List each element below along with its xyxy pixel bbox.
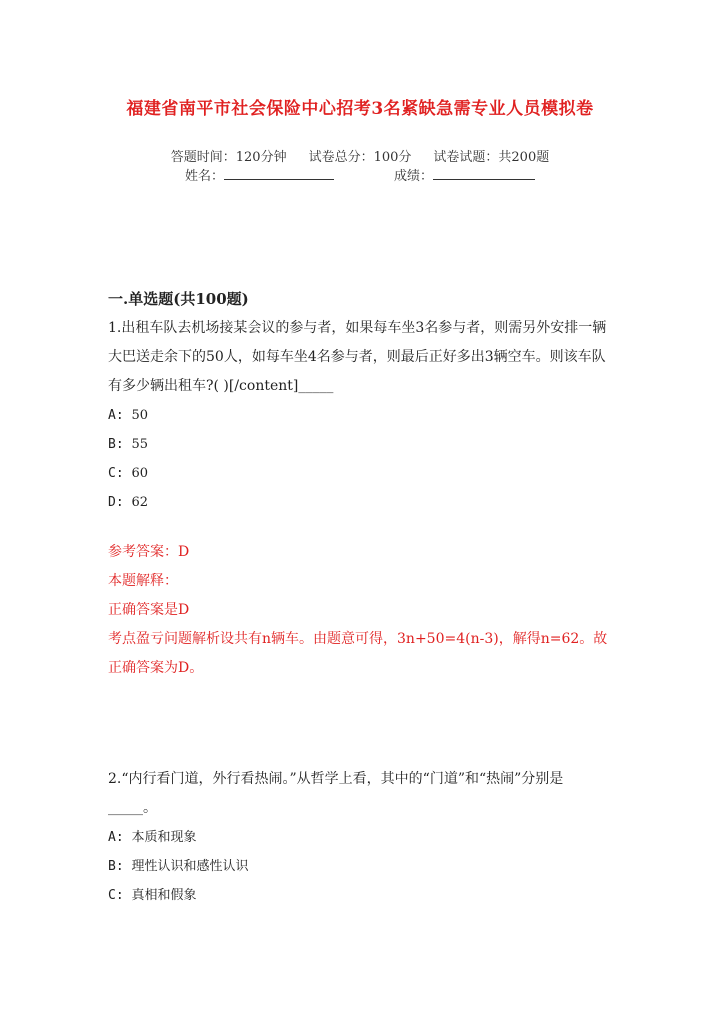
exam-question-count: 试卷试题：共200题 — [433, 150, 550, 165]
option-label: A: — [108, 830, 124, 845]
option-text: 50 — [131, 408, 149, 423]
option-text: 55 — [131, 437, 149, 452]
question-1-option-c[interactable] — [108, 459, 608, 488]
name-label: 姓名： — [184, 169, 224, 184]
candidate-line — [0, 165, 720, 184]
exam-total-score: 试卷总分：100分 — [308, 150, 412, 165]
option-label: D: — [108, 495, 124, 510]
question-1-option-b[interactable] — [108, 430, 608, 459]
option-label: C: — [108, 466, 124, 481]
question-1-option-a[interactable] — [108, 401, 608, 430]
question-2-option-b[interactable] — [108, 852, 608, 881]
question-1-answer — [108, 538, 608, 683]
option-label: C: — [108, 888, 124, 903]
question-2 — [108, 765, 608, 910]
question-2-option-a[interactable] — [108, 823, 608, 852]
option-text: 60 — [131, 466, 149, 481]
option-text: 真相和假象 — [131, 888, 197, 903]
exam-meta-line — [0, 146, 720, 165]
option-text: 理性认识和感性认识 — [131, 859, 249, 874]
option-label: A: — [108, 408, 124, 423]
explanation-label: 本题解释： — [108, 573, 178, 589]
option-label: B: — [108, 859, 124, 874]
explanation-text: 考点盈亏问题解析设共有n辆车。由题意可得，3n+50=4(n-3)，解得n=62。故正确答案为D。 — [108, 631, 608, 676]
exam-time: 答题时间：120分钟 — [170, 150, 287, 165]
option-text: 62 — [131, 495, 149, 510]
option-label: B: — [108, 437, 124, 452]
score-blank — [433, 167, 535, 180]
option-text: 本质和现象 — [131, 830, 197, 845]
question-1 — [108, 314, 608, 517]
question-1-text: 1.出租车队去机场接某会议的参与者，如果每车坐3名参与者，则需另外安排一辆大巴送走余下的50人，如每车坐4名参与者，则最后正好多出3辆空车。则该车队有多少辆出租车?( )[/content]_____ — [108, 320, 607, 394]
correct-answer: 正确答案是D — [108, 602, 190, 618]
page-title: 福建省南平市社会保险中心招考3名紧缺急需专业人员模拟卷 — [126, 99, 594, 119]
reference-answer: 参考答案：D — [108, 544, 190, 560]
section-title: 一.单选题(共100题) — [108, 290, 249, 308]
question-2-option-c[interactable] — [108, 881, 608, 910]
question-1-option-d[interactable] — [108, 488, 608, 517]
score-label: 成绩： — [394, 169, 434, 184]
question-2-text: 2.“内行看门道，外行看热闹。”从哲学上看，其中的“门道”和“热闹”分别是_____。 — [108, 771, 564, 816]
name-blank — [224, 167, 334, 180]
